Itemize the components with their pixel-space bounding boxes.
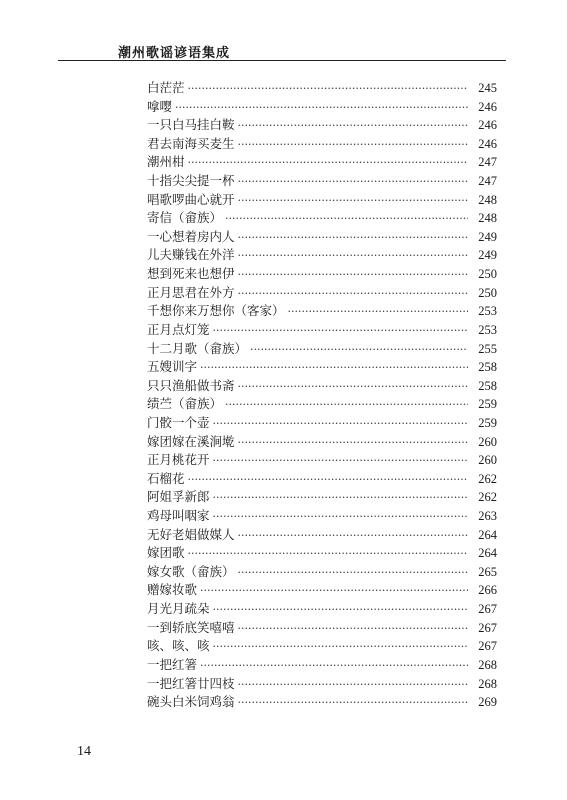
toc-entry-title: 嫁团歌	[147, 545, 185, 561]
toc-entry-title: 碗头白米饲鸡翁	[147, 694, 235, 710]
toc-entry	[147, 507, 497, 526]
dot-leader	[188, 471, 468, 490]
toc-entry	[147, 135, 497, 154]
toc-entry-page: 265	[478, 564, 497, 579]
toc-entry	[147, 153, 497, 172]
toc-entry	[147, 600, 497, 619]
dot-leader	[238, 285, 468, 304]
toc-entry	[147, 656, 497, 675]
toc-entry-page: 249	[478, 229, 497, 244]
toc-entry-title: 潮州柑	[147, 154, 185, 170]
toc-entry-title: 一只白马挂白鞍	[147, 117, 235, 133]
running-header	[58, 40, 506, 61]
toc-entry-title: 寄信（畲族）	[147, 210, 223, 226]
toc-entry-page: 267	[478, 602, 497, 617]
dot-leader	[213, 322, 468, 341]
dot-leader	[213, 452, 468, 471]
toc-entry-title: 无好老娼做媒人	[147, 526, 235, 542]
toc-entry-page: 260	[478, 453, 497, 468]
toc-entry	[147, 209, 497, 228]
toc-entry-title: 儿夫赚钱在外洋	[147, 247, 235, 263]
toc-entry-title: 门骹一个壶	[147, 414, 210, 430]
dot-leader	[238, 434, 468, 453]
toc-entry-page: 268	[478, 676, 497, 691]
dot-leader	[188, 545, 468, 564]
toc-entry	[147, 675, 497, 694]
toc-entry-title: 一把红箸廿四枝	[147, 675, 235, 691]
dot-leader	[238, 676, 468, 695]
toc-entry-title: 十指尖尖提一杯	[147, 173, 235, 189]
toc-entry	[147, 377, 497, 396]
toc-entry-page: 248	[478, 211, 497, 226]
dot-leader	[238, 247, 468, 266]
toc-entry	[147, 246, 497, 265]
toc-entry-title: 嫁女歌（畲族）	[147, 563, 235, 579]
toc-entry-page: 246	[478, 136, 497, 151]
toc-entry-page: 269	[478, 695, 497, 710]
toc-entry-page: 259	[478, 415, 497, 430]
toc-entry-page: 246	[478, 118, 497, 133]
toc-entry	[147, 358, 497, 377]
toc-entry	[147, 581, 497, 600]
dot-leader	[238, 694, 468, 713]
toc-entry-title: 正月桃花开	[147, 452, 210, 468]
toc-entry-page: 267	[478, 620, 497, 635]
dot-leader	[200, 359, 468, 378]
toc-entry-title: 石榴花	[147, 470, 185, 486]
dot-leader	[213, 601, 468, 620]
toc-entry-page: 267	[478, 639, 497, 654]
toc-entry-page: 245	[478, 81, 497, 95]
toc-entry	[147, 302, 497, 321]
toc-entry-page: 264	[478, 527, 497, 542]
dot-leader	[238, 229, 468, 248]
dot-leader	[238, 173, 468, 192]
dot-leader	[225, 210, 468, 229]
dot-leader	[225, 396, 468, 415]
toc-entry-page: 253	[478, 322, 497, 337]
dot-leader	[213, 489, 468, 508]
dot-leader	[238, 266, 468, 285]
toc-entry-page: 250	[478, 285, 497, 300]
dot-leader	[238, 136, 468, 155]
toc-entry-title: 绩苎（畲族）	[147, 396, 223, 412]
toc-entry-title: 只只渔船做书斋	[147, 377, 235, 393]
toc-entry	[147, 321, 497, 340]
dot-leader	[288, 303, 468, 322]
toc-entry	[147, 191, 497, 210]
toc-entry	[147, 637, 497, 656]
toc-entry-page: 262	[478, 471, 497, 486]
toc-entry-title: 阿姐孚新郎	[147, 489, 210, 505]
toc-entry-title: 十二月歌（畲族）	[147, 340, 248, 356]
table-of-contents	[147, 79, 497, 712]
toc-entry	[147, 451, 497, 470]
toc-entry-title: 一心想着房内人	[147, 228, 235, 244]
toc-entry	[147, 433, 497, 452]
toc-entry-page: 246	[478, 99, 497, 114]
toc-entry-title: 五嫂训字	[147, 359, 198, 375]
toc-entry	[147, 470, 497, 489]
toc-entry-page: 248	[478, 192, 497, 207]
toc-entry	[147, 265, 497, 284]
toc-entry	[147, 544, 497, 563]
dot-leader	[238, 564, 468, 583]
dot-leader	[238, 527, 468, 546]
toc-entry-page: 262	[478, 490, 497, 505]
dot-leader	[238, 192, 468, 211]
dot-leader	[238, 378, 468, 397]
toc-entry-title: 唱歌啰曲心就开	[147, 191, 235, 207]
toc-entry	[147, 98, 497, 117]
toc-entry	[147, 340, 497, 359]
toc-entry-page: 250	[478, 267, 497, 282]
toc-entry-title: 咳、咳、咳	[147, 638, 210, 654]
toc-entry-page: 260	[478, 434, 497, 449]
toc-entry	[147, 116, 497, 135]
toc-entry-page: 258	[478, 378, 497, 393]
toc-entry-page: 266	[478, 583, 497, 598]
toc-entry	[147, 488, 497, 507]
dot-leader	[238, 620, 468, 639]
toc-entry-title: 正月思君在外方	[147, 284, 235, 300]
book-title: 潮州歌谣谚语集成	[118, 46, 231, 61]
toc-entry	[147, 414, 497, 433]
dot-leader	[238, 117, 468, 136]
toc-entry-page: 253	[478, 304, 497, 319]
toc-entry-title: 君去南海买麦生	[147, 135, 235, 151]
dot-leader	[250, 341, 468, 360]
toc-entry-page: 247	[478, 155, 497, 170]
toc-entry-title: 正月点灯笼	[147, 321, 210, 337]
toc-entry-page: 255	[478, 341, 497, 356]
toc-entry-page: 264	[478, 546, 497, 561]
dot-leader	[188, 154, 468, 173]
toc-entry	[147, 395, 497, 414]
dot-leader	[213, 638, 468, 657]
toc-entry	[147, 172, 497, 191]
toc-entry	[147, 619, 497, 638]
toc-entry-title: 想到死来也想伊	[147, 266, 235, 282]
toc-entry-page: 259	[478, 397, 497, 412]
toc-entry	[147, 284, 497, 303]
toc-entry-title: 千想你来万想你（客家）	[147, 303, 285, 319]
toc-entry-title: 嫁团嫁在溪涧墘	[147, 433, 235, 449]
toc-entry-title: 嗱嘤	[147, 98, 173, 114]
toc-entry-page: 263	[478, 509, 497, 524]
toc-entry-page: 268	[478, 657, 497, 672]
toc-entry-title: 赠嫁妆歌	[147, 582, 198, 598]
toc-entry-page: 249	[478, 248, 497, 263]
dot-leader	[175, 99, 468, 118]
dot-leader	[200, 582, 468, 601]
toc-entry	[147, 563, 497, 582]
toc-entry-title: 一到轿底笑嘻嘻	[147, 619, 235, 635]
toc-entry-title: 月光月疏朵	[147, 601, 210, 617]
toc-entry	[147, 693, 497, 712]
toc-entry-page: 247	[478, 174, 497, 189]
toc-entry	[147, 79, 497, 98]
toc-entry-page: 258	[478, 360, 497, 375]
dot-leader	[188, 80, 468, 99]
toc-entry-title: 鸡母叫咽家	[147, 508, 210, 524]
dot-leader	[213, 508, 468, 527]
toc-entry	[147, 526, 497, 545]
page-number: 14	[77, 744, 91, 759]
toc-entry-title: 一把红箸	[147, 656, 198, 672]
toc-entry	[147, 228, 497, 247]
dot-leader	[200, 657, 468, 676]
dot-leader	[213, 415, 468, 434]
toc-entry-title: 白茫茫	[147, 80, 185, 95]
